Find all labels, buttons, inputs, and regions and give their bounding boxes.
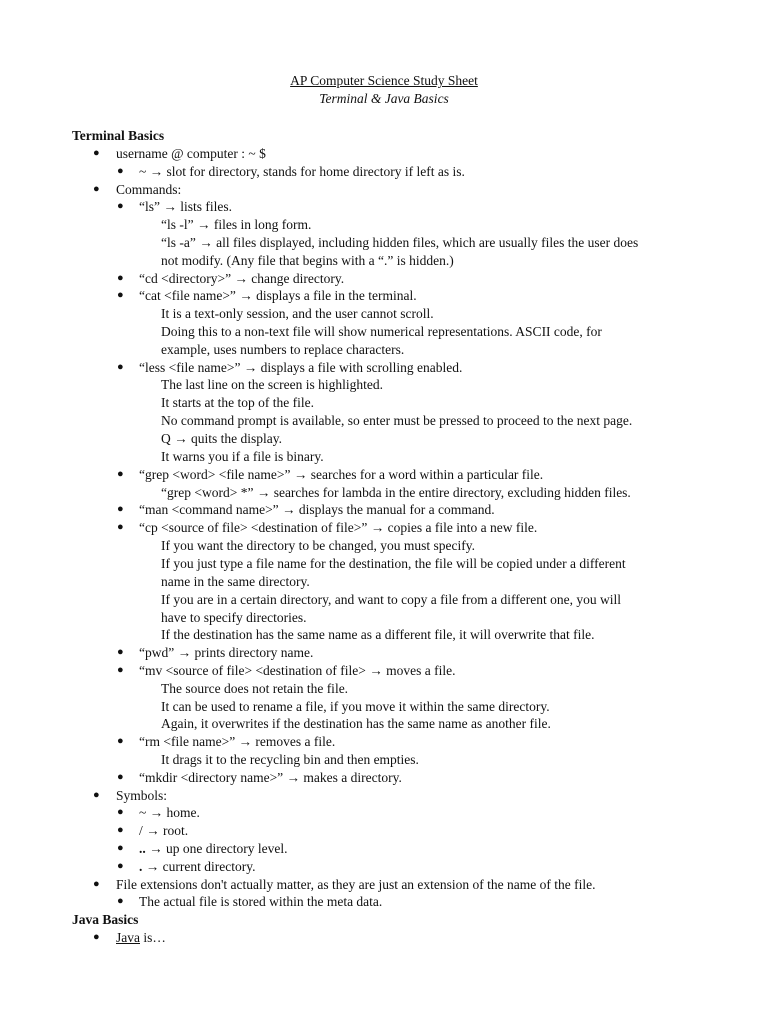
bullet-icon: ● — [93, 878, 100, 890]
list-item-symbol-up — [139, 840, 287, 858]
bullet-icon: ● — [117, 842, 124, 854]
bullet-icon: ● — [117, 468, 124, 480]
list-item-ls-a-cont: not modify. (Any file that begins with a “.” is hidden.) — [161, 253, 454, 268]
bullet-icon: ● — [117, 646, 124, 658]
document-title: AP Computer Science Study Sheet — [290, 73, 478, 88]
bullet-icon: ● — [93, 147, 100, 159]
bullet-icon: ● — [117, 735, 124, 747]
list-item-extensions: File extensions don't actually matter, as they are just an extension of the name of the file. — [116, 877, 596, 892]
list-item-pwd: “pwd” → prints directory name. — [139, 645, 314, 660]
list-item-rm: “rm <file name>” → removes a file. — [139, 734, 336, 749]
list-item-mv-note: Again, it overwrites if the destination has the same name as another file. — [161, 716, 551, 731]
symbol-up-text: → up one directory level. — [145, 841, 288, 856]
bullet-icon: ● — [117, 895, 124, 907]
bullet-icon: ● — [117, 200, 124, 212]
list-item-cp-note: If the destination has the same name as a different file, it will overwrite that file. — [161, 627, 595, 642]
list-item-cat-note-cont: example, uses numbers to replace characters. — [161, 342, 405, 357]
list-item-metadata: The actual file is stored within the meta data. — [139, 894, 383, 909]
symbol-current-text: → current directory. — [142, 859, 256, 874]
bullet-icon: ● — [117, 860, 124, 872]
list-item-username: username @ computer : ~ $ — [116, 146, 266, 161]
list-item-mv-note: It can be used to rename a file, if you move it within the same directory. — [161, 699, 550, 714]
list-item-grep-note: “grep <word> *” → searches for lambda in the entire directory, excluding hidden files. — [161, 485, 631, 500]
list-item-cp: “cp <source of file> <destination of file>” → copies a file into a new file. — [139, 520, 538, 535]
list-item-less: “less <file name>” → displays a file with scrolling enabled. — [139, 360, 463, 375]
bullet-icon: ● — [117, 664, 124, 676]
list-item-java — [116, 929, 166, 947]
list-item-mv-note: The source does not retain the file. — [161, 681, 349, 696]
bullet-icon: ● — [117, 824, 124, 836]
list-item-symbol-home: ~ → home. — [139, 805, 200, 820]
list-item-cp-note: If you want the directory to be changed, you must specify. — [161, 538, 476, 553]
bullet-icon: ● — [117, 272, 124, 284]
bullet-icon: ● — [117, 361, 124, 373]
list-item-symbol-current — [139, 858, 255, 876]
bullet-icon: ● — [117, 806, 124, 818]
bullet-icon: ● — [117, 289, 124, 301]
list-item-cp-note: If you are in a certain directory, and want to copy a file from a different one, you will — [161, 592, 621, 607]
list-item-less-note: It warns you if a file is binary. — [161, 449, 324, 464]
list-item-cp-note-cont: name in the same directory. — [161, 574, 310, 589]
list-item-cp-note-cont: have to specify directories. — [161, 610, 307, 625]
list-item-less-note: Q → quits the display. — [161, 431, 282, 446]
bullet-icon: ● — [93, 183, 100, 195]
bullet-icon: ● — [93, 789, 100, 801]
list-item-ls-a: “ls -a” → all files displayed, including hidden files, which are usually files the user does — [161, 235, 639, 250]
document-subtitle: Terminal & Java Basics — [319, 91, 449, 106]
list-item-tilde: ~ → slot for directory, stands for home directory if left as is. — [139, 164, 465, 179]
list-item-mkdir: “mkdir <directory name>” → makes a directory. — [139, 770, 402, 785]
bullet-icon: ● — [117, 521, 124, 533]
section-heading-terminal: Terminal Basics — [72, 128, 165, 143]
bullet-icon: ● — [117, 503, 124, 515]
java-link[interactable]: Java — [116, 930, 140, 945]
list-item-cat-note: It is a text-only session, and the user cannot scroll. — [161, 306, 434, 321]
java-item-text: is… — [140, 930, 166, 945]
list-item-cat-note: Doing this to a non-text file will show numerical representations. ASCII code, for — [161, 324, 602, 339]
list-item-cd: “cd <directory>” → change directory. — [139, 271, 345, 286]
list-item-cat: “cat <file name>” → displays a file in the terminal. — [139, 288, 417, 303]
list-item-symbols: Symbols: — [116, 788, 168, 803]
list-item-grep: “grep <word> <file name>” → searches for a word within a particular file. — [139, 467, 544, 482]
list-item-mv: “mv <source of file> <destination of file> → moves a file. — [139, 663, 456, 678]
symbol-dotdot: .. — [139, 841, 146, 856]
list-item-less-note: No command prompt is available, so enter must be pressed to proceed to the next page. — [161, 413, 633, 428]
bullet-icon: ● — [117, 165, 124, 177]
section-heading-java: Java Basics — [72, 912, 139, 927]
list-item-commands: Commands: — [116, 182, 182, 197]
list-item-man: “man <command name>” → displays the manual for a command. — [139, 502, 495, 517]
list-item-ls: “ls” → lists files. — [139, 199, 232, 214]
bullet-icon: ● — [93, 931, 100, 943]
list-item-symbol-root: / → root. — [139, 823, 189, 838]
symbol-dot: . — [139, 859, 143, 874]
bullet-icon: ● — [117, 771, 124, 783]
list-item-less-note: The last line on the screen is highlighted. — [161, 377, 383, 392]
list-item-less-note: It starts at the top of the file. — [161, 395, 314, 410]
list-item-ls-l: “ls -l” → files in long form. — [161, 217, 312, 232]
list-item-cp-note: If you just type a file name for the destination, the file will be copied under a different — [161, 556, 626, 571]
list-item-rm-note: It drags it to the recycling bin and then empties. — [161, 752, 419, 767]
